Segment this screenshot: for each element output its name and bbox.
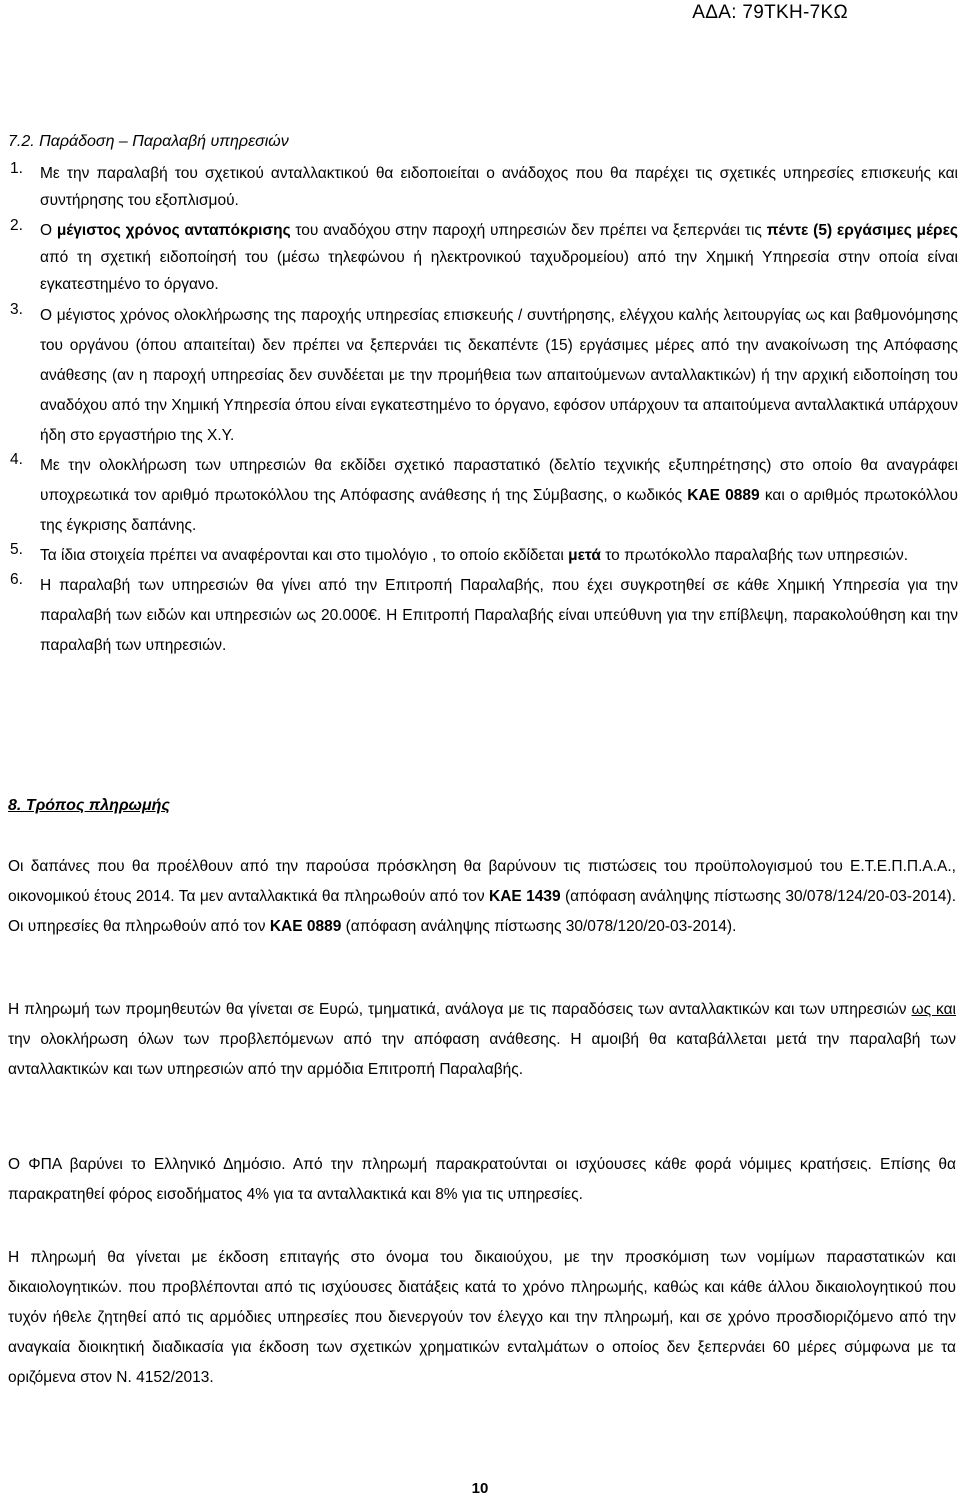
delivery-list [8, 160, 958, 661]
item-number: 2. [10, 217, 23, 234]
bold-text: ΚΑΕ 1439 [489, 888, 561, 905]
item-text: Με την ολοκλήρωση των υπηρεσιών θα εκδίδει σχετικό παραστατικό (δελτίο τεχνικής εξυπηρέτησης) στο οποίο θα αναγράφει υποχρεωτικά τον αριθμό πρωτοκόλλου της Απόφασης ανάθεσης ή της Σύμβασης, ο κωδικός ΚΑΕ 0889 και ο αριθμός πρωτοκόλλου της έγκρισης δαπάνης. [40, 457, 959, 534]
underlined-text: ως και [911, 1001, 957, 1018]
item-number: 3. [10, 301, 23, 318]
item-text: Τα ίδια στοιχεία πρέπει να αναφέρονται και στο τιμολόγιο , το οποίο εκδίδεται μετά το πρωτόκολλο παραλαβής των υπηρεσιών. [40, 547, 909, 564]
list-item [8, 160, 958, 214]
item-number: 1. [10, 160, 23, 177]
section-7-2-heading: 7.2. Παράδοση – Παραλαβή υπηρεσιών [8, 133, 289, 150]
paragraph-cheque: Η πληρωμή θα γίνεται με έκδοση επιταγής στο όνομα του δικαιούχου, με την προσκόμιση των νομίμων παραστατικών και δικαιολογητικών. που προβλέπονται από τις ισχύουσες διατάξεις κατά το χρόνο πληρωμής, καθώς και κάθε άλλου δικαιολογητικού που τυχόν ήθελε ζητηθεί από τις αρμόδιες υπηρεσίες που διενεργούν τον έλεγχο και την πληρωμή, και σε χρόνο προσδιοριζόμενο από την αναγκαία διοικητική διαδικασία για έκδοση των σχετικών χρηματικών ενταλμάτων ο οποίος δεν ξεπερνάει 60 μέρες σύμφωνα με τα οριζόμενα στον Ν. 4152/2013. [8, 1249, 956, 1386]
list-item [8, 541, 958, 571]
item-text: Η παραλαβή των υπηρεσιών θα γίνει από την Επιτροπή Παραλαβής, που έχει συγκροτηθεί σε κάθε Χημική Υπηρεσία για την παραλαβή των ειδών και υπηρεσιών ως 20.000€. Η Επιτροπή Παραλαβής είναι υπεύθυνη για την επίβλεψη, παρακολούθηση και την παραλαβή των υπηρεσιών. [40, 577, 958, 654]
list-item [8, 451, 958, 541]
list-item [8, 571, 958, 661]
paragraph-vat: Ο ΦΠΑ βαρύνει το Ελληνικό Δημόσιο. Από την πληρωμή παρακρατούνται οι ισχύουσες κάθε φορά νόμιμες κρατήσεις. Επίσης θα παρακρατηθεί φόρος εισοδήματος 4% για τα ανταλλακτικά και 8% για τις υπηρεσίες. [8, 1156, 956, 1203]
bold-text: ΚΑΕ 0889 [687, 487, 760, 504]
bold-text: μέγιστος χρόνος ανταπόκρισης [56, 222, 291, 239]
list-item [8, 217, 958, 298]
item-number: 6. [10, 571, 23, 588]
paragraph-budget: Οι δαπάνες που θα προέλθουν από την παρούσα πρόσκληση θα βαρύνουν τις πιστώσεις του προϋπολογισμού του Ε.Τ.Ε.Π.Π.Α.Α., οικονομικού έτους 2014. Τα μεν ανταλλακτικά θα πληρωθούν από τον ΚΑΕ 1439 (απόφαση ανάληψης πίστωσης 30/078/124/20-03-2014). Οι υπηρεσίες θα πληρωθούν από τον ΚΑΕ 0889 (απόφαση ανάληψης πίστωσης 30/078/120/20-03-2014). [8, 858, 957, 935]
item-text: Ο μέγιστος χρόνος ολοκλήρωσης της παροχής υπηρεσίας επισκευής / συντήρησης, ελέγχου καλής λειτουργίας ως και βαθμονόμησης του οργάνου (όπου απαιτείται) δεν πρέπει να ξεπερνάει τις δεκαπέντε (15) εργάσιμες μέρες από την ανακοίνωση της Απόφασης ανάθεσης (αν η παροχή υπηρεσίας δεν συνδέεται με την προμήθεια των απαιτούμενων ανταλλακτικών) ή την αρχική ειδοποίηση του αναδόχου από την Χημική Υπηρεσία όπου είναι εγκατεστημένο το όργανο, εφόσον υπάρχουν τα απαιτούμενα ανταλλακτικά υπάρχουν ήδη στο εργαστήριο της Χ.Υ. [40, 307, 958, 444]
bold-text: πέντε (5) εργάσιμες μέρες [766, 222, 958, 239]
item-number: 4. [10, 451, 23, 468]
item-number: 5. [10, 541, 23, 558]
list-item [8, 301, 958, 451]
item-text: Ο μέγιστος χρόνος ανταπόκρισης του αναδόχου στην παροχή υπηρεσιών δεν πρέπει να ξεπερνάει τις πέντε (5) εργάσιμες μέρες από τη σχετική ειδοποίησή του (μέσω τηλεφώνου ή ηλεκτρονικού ταχυδρομείου) από την Χημική Υπηρεσία στην οποία είναι εγκατεστημένο το όργανο. [40, 222, 958, 293]
bold-text: ΚΑΕ 0889 [269, 918, 342, 935]
item-text: Με την παραλαβή του σχετικού ανταλλακτικού θα ειδοποιείται ο ανάδοχος που θα παρέχει τις σχετικές υπηρεσίες επισκευής και συντήρησης του εξοπλισμού. [40, 165, 958, 209]
page-number: 10 [471, 1480, 489, 1497]
bold-text: μετά [568, 547, 601, 564]
paragraph-payment: Η πληρωμή των προμηθευτών θα γίνεται σε Ευρώ, τμηματικά, ανάλογα με τις παραδόσεις των ανταλλακτικών και των υπηρεσιών ως και την ολοκλήρωση όλων των προβλεπόμενων από την απόφαση ανάθεσης. Η αμοιβή θα καταβάλλεται μετά την παραλαβή των ανταλλακτικών και των υπηρεσιών από την αρμόδια Επιτροπή Παραλαβής. [8, 1001, 957, 1078]
ada-code: ΑΔΑ: 79ΤΚΗ-7ΚΩ [692, 2, 848, 23]
section-8-heading: 8. Τρόπος πληρωμής [8, 797, 170, 814]
